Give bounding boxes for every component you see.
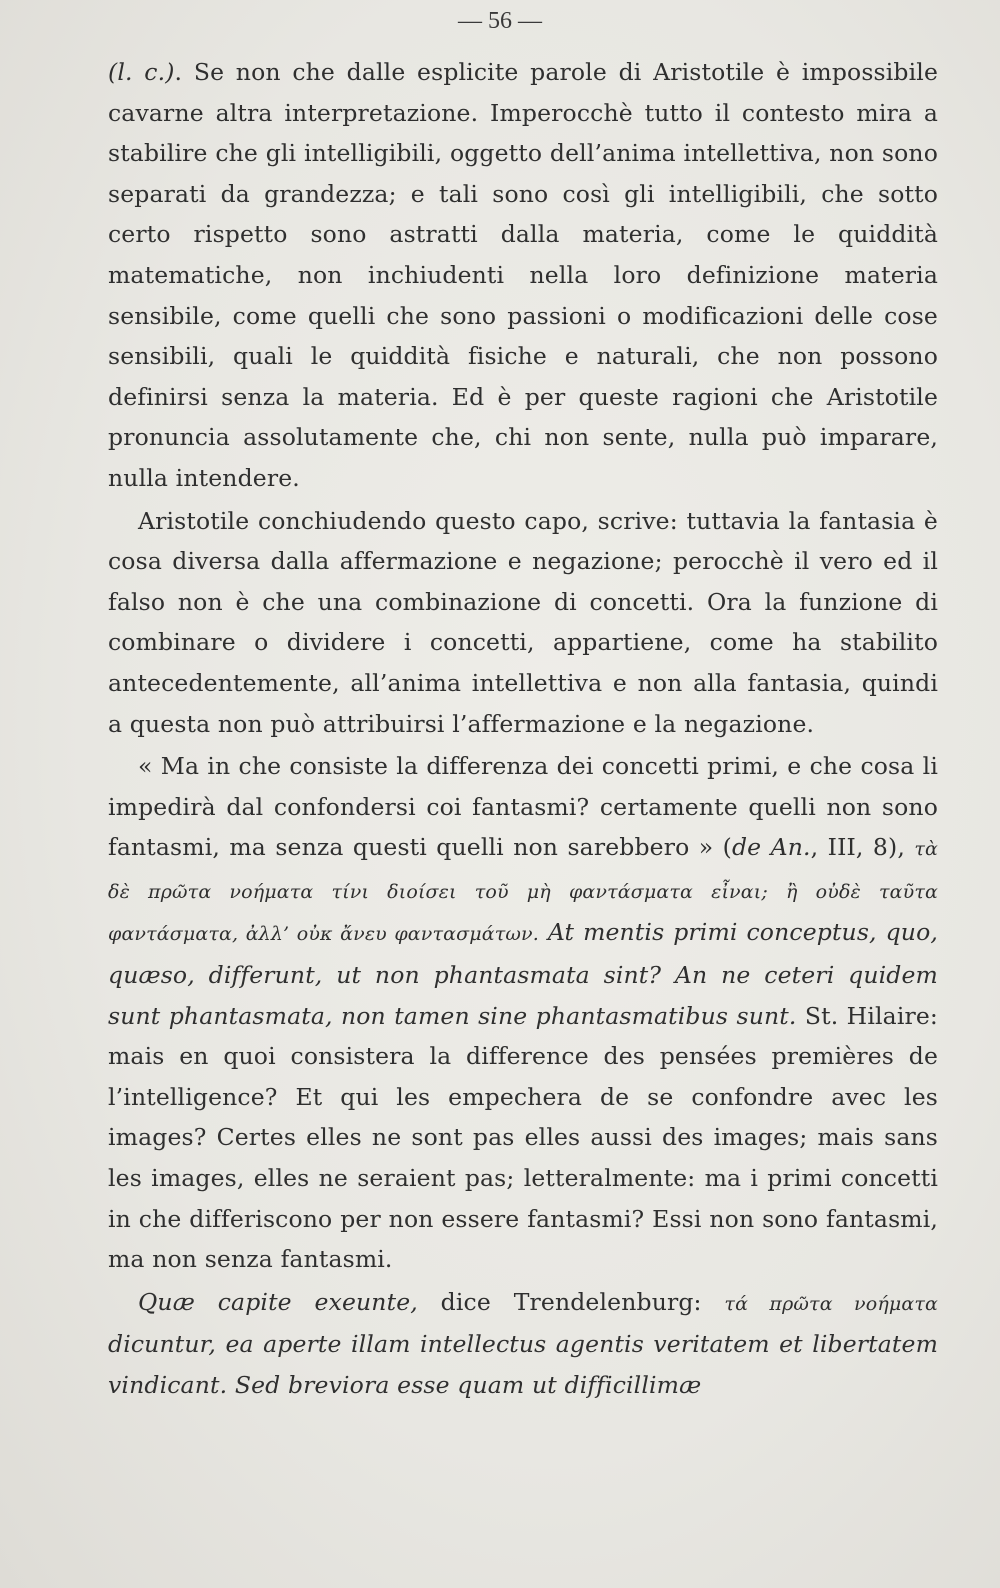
text-run-roman: Aristotile conchiudendo questo capo, scrive: tuttavia la fantasia è cosa diversa dalla affermazione e negazione; perocchè il vero ed il falso non è che una combinazione di concetti. Ora la funzione di combinare o dividere i concetti, appartiene, come ha stabilito antecedentemente, all’anima intellettiva e non alla fantasia, quindi a questa non può attribuirsi l’affermazione e la negazione. (108, 506, 938, 738)
text-run-roman: , III, 8), (810, 833, 915, 862)
text-run-roman: St. Hilaire: mais en quoi consistera la difference des pensées premières de l’intelligence? Et qui les empechera de se confondre avec les images? Certes elles ne sont pas elles aussi des images; mais sans les images, elles ne seraient pas; letteralmente: ma i primi concetti in che differiscono per non essere fantasmi? Essi non sono fantasmi, ma non senza fantasmi. (108, 1001, 938, 1274)
paragraph-2 (108, 501, 938, 745)
text-run-greek: τὰ δὲ πρῶτα νοήματα τίνι διοίσει τοῦ μὴ φαντάσματα εἶναι; ἢ οὐδὲ ταῦτα φαντάσματα, ἀλλ’ οὐκ ἄνευ φαντασμάτων. (108, 838, 938, 946)
text-run-roman: dice Trendelenburg: (417, 1287, 725, 1316)
text-run-italic: (l. c.) (108, 58, 175, 86)
page-number: — 56 — (458, 8, 542, 34)
body-text (108, 52, 938, 1406)
text-run-italic: de An. (731, 833, 811, 862)
paragraph-4 (108, 1282, 938, 1406)
text-run-roman: . Se non che dalle esplicite parole di Aristotile è impossibile cavarne altra interpretazione. Imperocchè tutto il contesto mira a stabilire che gli intelligibili, oggetto dell’anima intellettiva, non sono separati da grandezza; e tali sono così gli intelligibili, che sotto certo rispetto sono astratti dalla materia, come le quiddità matematiche, non inchiudenti nella loro definizione materia sensibile, come quelli che sono passioni o modificazioni delle cose sensibili, quali le quiddità fisiche e naturali, che non possono definirsi senza la materia. Ed è per queste ragioni che Aristotile pronuncia assolutamente che, chi non sente, nulla può imparare, nulla intendere. (108, 58, 938, 492)
paragraph-3 (108, 746, 938, 1280)
paragraph-1 (108, 52, 938, 499)
text-run-greek: τά πρῶτα νοήματα (724, 1292, 938, 1315)
text-run-italic: Quæ capite exeunte, (138, 1287, 418, 1316)
text-run-italic: At mentis primi conceptus, quo, quæso, differunt, ut non phantasmata sint? An ne ceteri quidem sunt phantasmata, non tamen sine phantasmatibus sunt. (108, 918, 938, 1030)
text-run-roman: « Ma in che consiste la differenza dei concetti primi, e che cosa li impedirà dal confondersi coi fantasmi? certamente quelli non sono fantasmi, ma senza questi quelli non sarebbero » ( (108, 752, 938, 862)
text-run-italic: dicuntur, ea aperte illam intellectus agentis veritatem et libertatem vindicant. Sed breviora esse quam ut difficillimæ (108, 1330, 938, 1399)
